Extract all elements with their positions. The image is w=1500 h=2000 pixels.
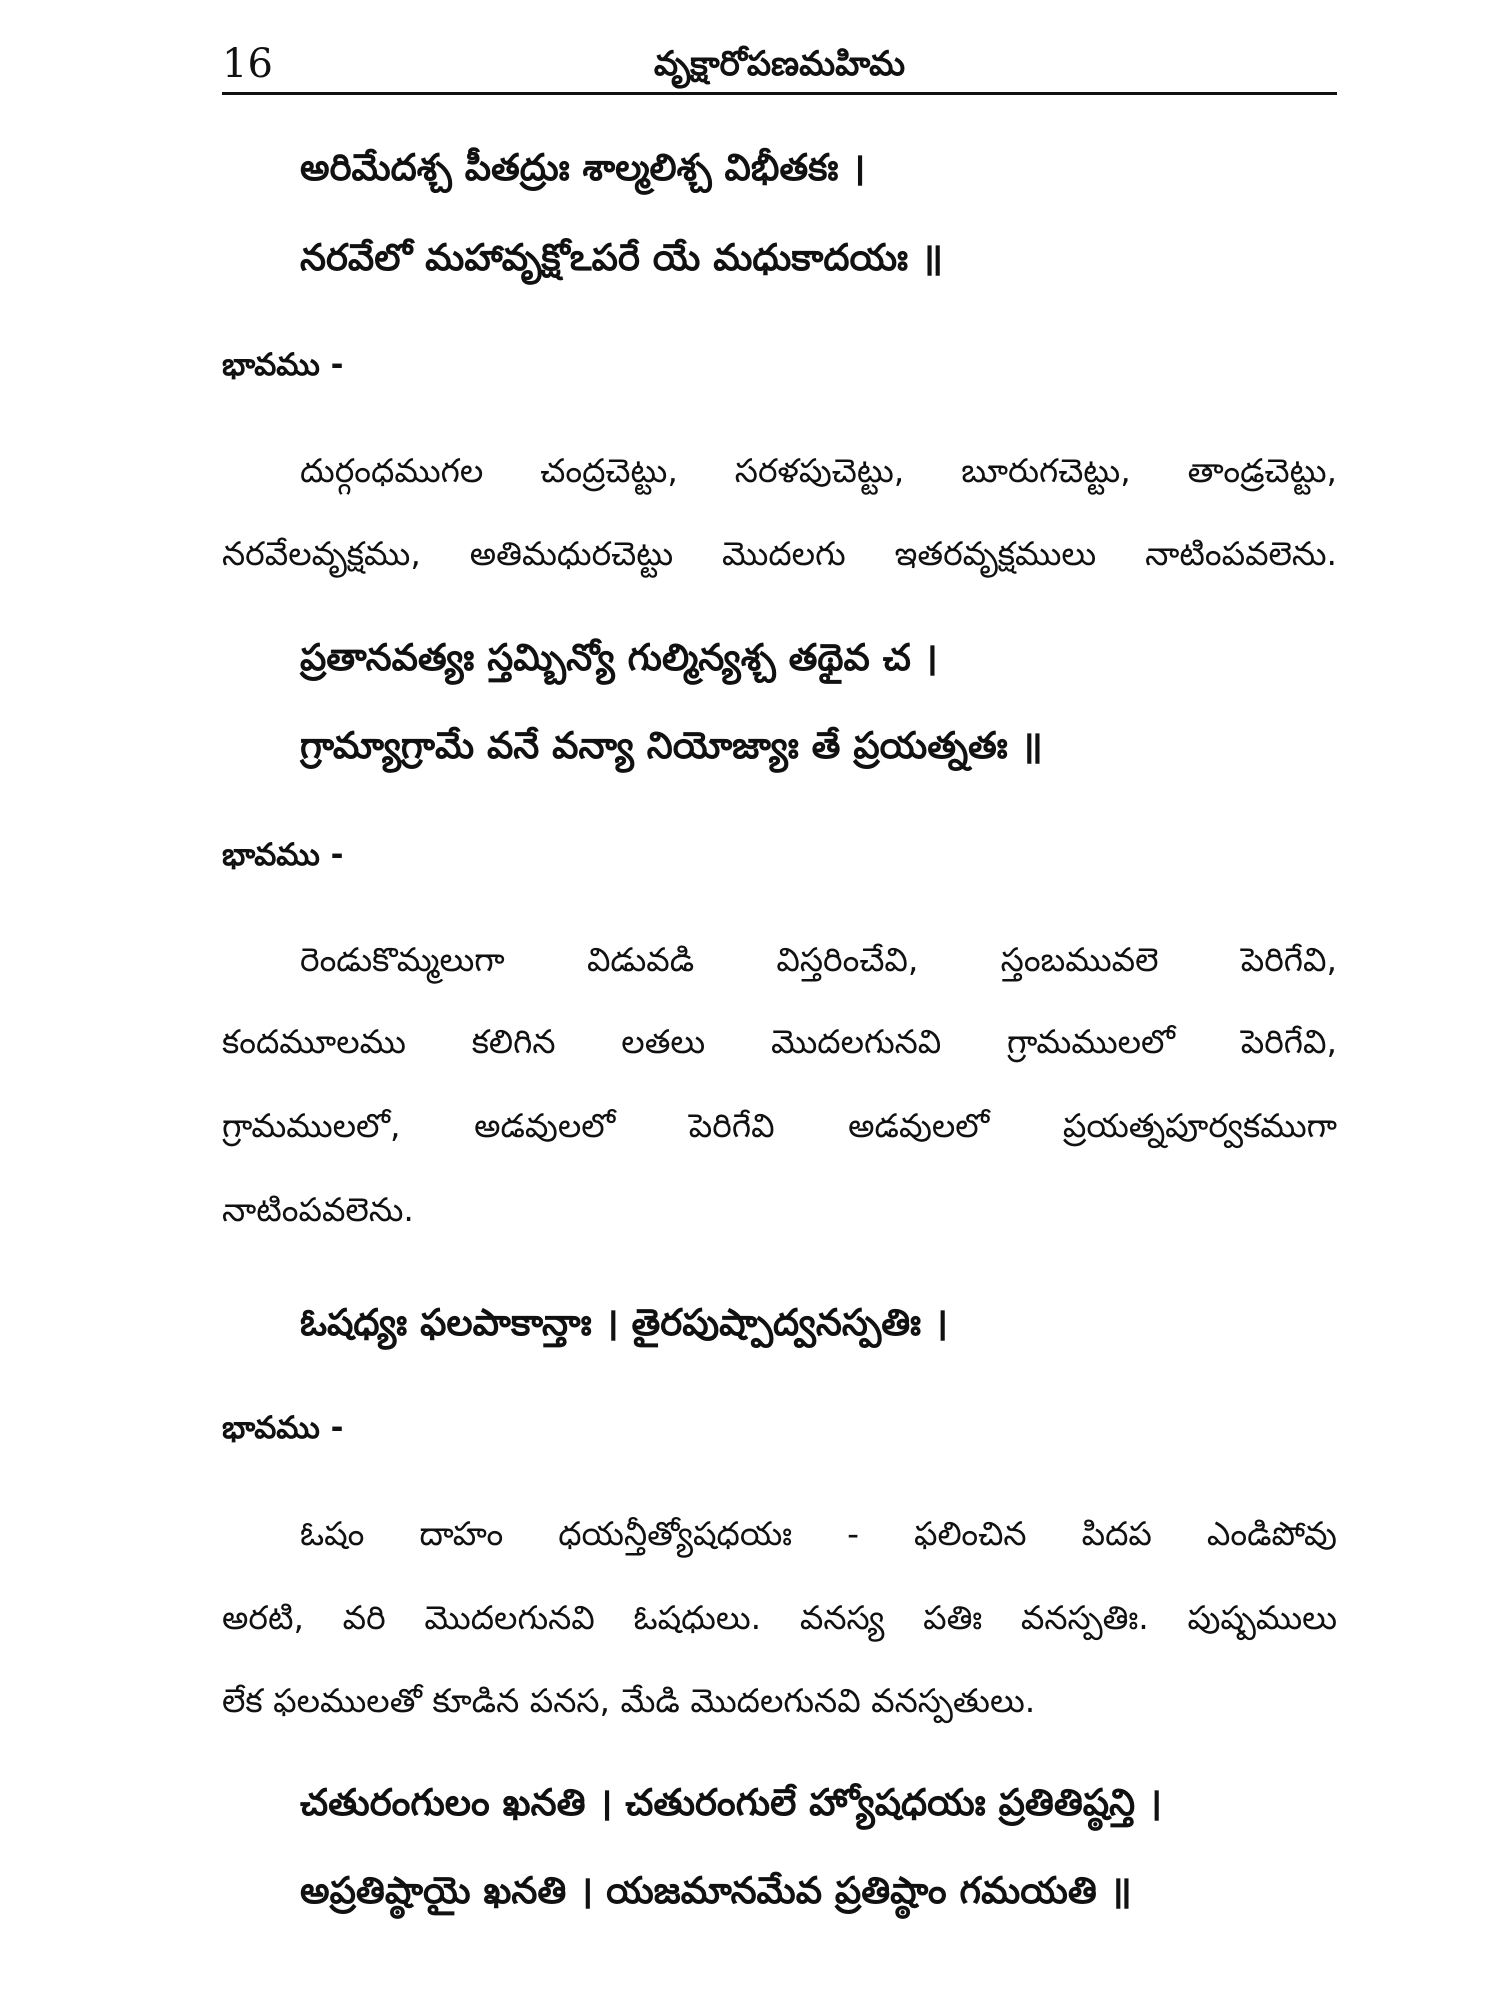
bhavam-3-line-3: లేక ఫలములతో కూడిన పనస, మేడి మొదలగునవి వనస్పతులు. [222, 1681, 1036, 1720]
bhavam-1-line-1: దుర్గంధముగల చంద్రచెట్టు, సరళపుచెట్టు, బూరుగచెట్టు, తాండ్రచెట్టు, [300, 451, 1337, 490]
verse-4-line-2: అప్రతిష్ఠాయై ఖనతి । యజమానమేవ ప్రతిష్ఠాం గమయతి ॥ [300, 1869, 1132, 1912]
bhavam-2-line-1: రెండుకొమ్మలుగా విడువడి విస్తరించేవి, స్తంబమువలె పెరిగేవి, [300, 940, 1337, 979]
verse-1-line-1: అరిమేదశ్చ పీతద్రుః శాల్మలిశ్చ విభీతకః । [300, 146, 866, 189]
bhavam-2-line-2: కందమూలము కలిగిన లతలు మొదలగునవి గ్రామములలో పెరిగేవి, [222, 1022, 1337, 1061]
header-rule [222, 92, 1337, 95]
verse-2-line-1: ప్రతానవత్యః స్తమ్బిన్యో గుల్మిన్యశ్చ తథైవ చ । [300, 636, 938, 679]
bhavam-3-line-1: ఓషం దాహం ధయన్తీత్యోషధయః - ఫలించిన పిదప ఎండిపోవు [300, 1514, 1337, 1553]
verse-1-line-2: నరవేలో మహావృక్షోఽపరే యే మధుకాదయః ॥ [300, 236, 944, 279]
bhavam-heading-3: భావము - [222, 1410, 344, 1446]
bhavam-3-line-2: అరటి, వరి మొదలగునవి ఓషధులు. వనస్య పతిః వనస్పతిః. పుష్పములు [222, 1598, 1337, 1637]
bhavam-heading-2: భావము - [222, 837, 344, 873]
bhavam-1-line-2: నరవేలవృక్షము, అతిమధురచెట్టు మొదలగు ఇతరవృక్షములు నాటింపవలెను. [222, 534, 1337, 573]
bhavam-heading-1: భావము - [222, 347, 344, 383]
page-header [222, 36, 1337, 96]
verse-2-line-2: గ్రామ్యాగ్రామే వనే వన్యా నియోజ్యాః తే ప్రయత్నతః ॥ [300, 724, 1043, 767]
running-title: వృక్షారోపణమహిమ [653, 44, 906, 84]
verse-3-line-1: ఓషధ్యః ఫలపాకాన్తాః । తైరపుష్పాద్వనస్పతిః । [300, 1301, 949, 1344]
page-number: 16 [222, 41, 273, 87]
bhavam-2-line-3: గ్రామములలో, అడవులలో పెరిగేవి అడవులలో ప్రయత్నపూర్వకముగా [222, 1106, 1337, 1145]
bhavam-2-line-4: నాటింపవలెను. [222, 1190, 414, 1229]
verse-4-line-1: చతురంగులం ఖనతి । చతురంగులే హ్యోషధయః ప్రతితిష్ఠన్తి । [300, 1781, 1163, 1824]
